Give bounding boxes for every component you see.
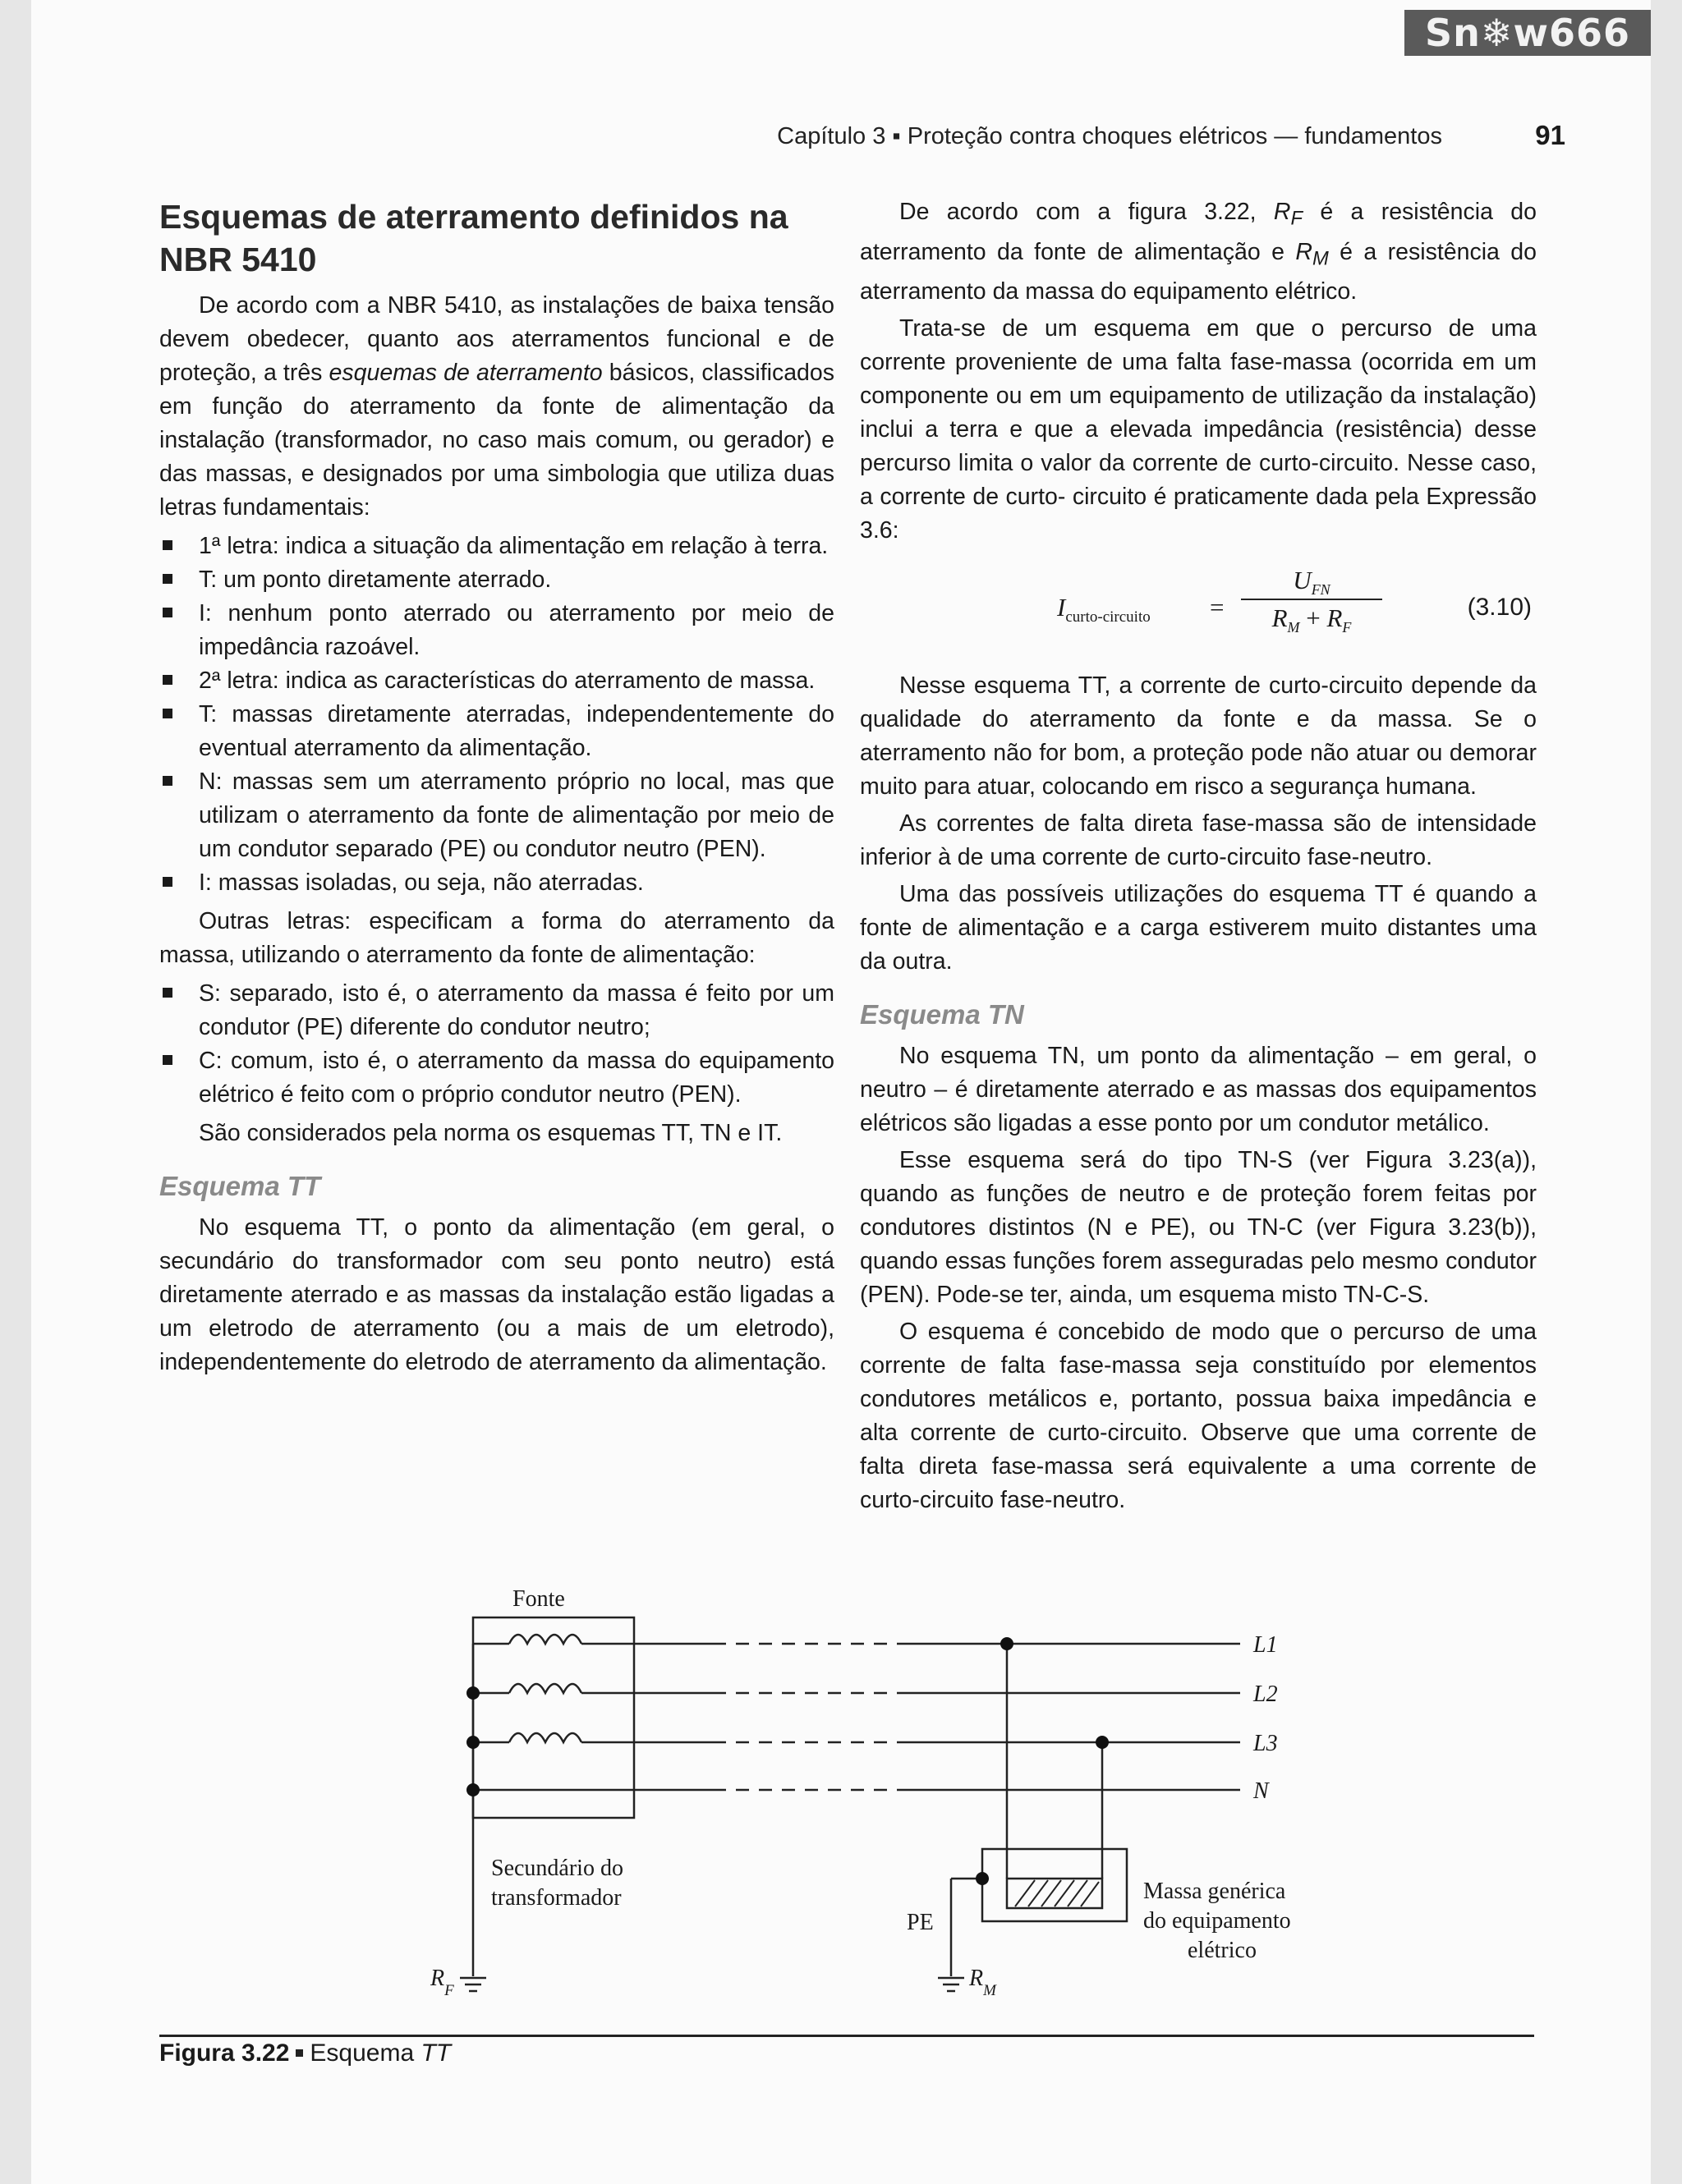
- paragraph-utilizacoes: Uma das possíveis utilizações do esquema TT é quando a fonte de alimentação e a carga estiverem muito distantes uma da outra.: [860, 881, 1537, 975]
- caption-figure-label: Figura 3.22: [159, 2039, 290, 2067]
- paragraph-tn-s-tn-c: Esse esquema será do tipo TN-S (ver Figura 3.23(a)), quando as funções de neutro e de proteção forem feitas por condutores distintos (N e PE), ou TN-C (ver Figura 3.23(b)), quando essas funções forem asseguradas pelo mesmo condutor (PEN). Pode-se ter, ainda, um esquema misto TN-C-S.: [860, 1147, 1537, 1309]
- list-item: I: massas isoladas, ou seja, não aterradas.: [159, 866, 834, 900]
- page-number: 91: [1535, 120, 1565, 150]
- list-item: 2ª letra: indica as características do aterramento de massa.: [159, 664, 834, 698]
- figure-caption: [159, 2039, 451, 2067]
- junction-dot: [1096, 1736, 1109, 1749]
- running-title: Capítulo 3 ▪ Proteção contra choques elétricos — fundamentos: [777, 123, 1442, 149]
- paragraph-concebido: O esquema é concebido de modo que o percurso de uma corrente de falta fase-massa seja constituído por elementos condutores metálicos e, portanto, possua baixa impedância e alta corrente de curto-circuito. Observe que uma corrente de falta direta fase-massa será equivalente a uma corrente de curto-circuito fase-neutro.: [860, 1319, 1537, 1514]
- list-item: S: separado, isto é, o aterramento da massa é feito por um condutor (PE) diferente do condutor neutro;: [159, 977, 834, 1044]
- junction-dot: [466, 1783, 480, 1796]
- caption-separator: [296, 2049, 303, 2057]
- label-massa-2: do equipamento: [1143, 1908, 1291, 1934]
- list-item: T: um ponto diretamente aterrado.: [159, 563, 834, 597]
- subheading-tn: Esquema TN: [860, 999, 1024, 1030]
- label-n: N: [1253, 1778, 1269, 1804]
- label-massa-3: elétrico: [1188, 1938, 1257, 1963]
- equation-number: (3.10): [1467, 594, 1532, 622]
- label-secundario: Secundário do: [491, 1856, 623, 1881]
- label-rm: $R_M$: [969, 1966, 996, 1999]
- list-item: C: comum, isto é, o aterramento da massa do equipamento elétrico é feito com o próprio condutor neutro (PEN).: [159, 1044, 834, 1112]
- watermark-logo: Sn❄w666: [1404, 10, 1651, 56]
- equipment-inner-box: [1007, 1879, 1102, 1908]
- caption-emphasis: TT: [420, 2039, 452, 2067]
- paragraph-tn: No esquema TN, um ponto da alimentação – em geral, o neutro – é diretamente aterrado e as massas dos equipamentos elétricos são ligadas a esse ponto por um condutor metálico.: [860, 1043, 1537, 1137]
- label-rf: $R_F$: [430, 1966, 454, 1999]
- junction-dot: [466, 1736, 480, 1749]
- paragraph-percurso: Trata-se de um esquema em que o percurso de uma corrente proveniente de uma falta fase-massa (ocorrida em um componente ou em um equipamento de utilização da instalação) inclui a terra e que a elevada impedância (resistência) desse percurso limita o valor da corrente de curto-circuito. Nesse caso, a corrente de curto- circuito é praticamente dada pela Expressão 3.6:: [860, 315, 1537, 544]
- left-column: [159, 195, 834, 1379]
- caption-rule: [159, 2035, 1534, 2037]
- label-massa-1: Massa genérica: [1143, 1879, 1286, 1904]
- list-item: T: massas diretamente aterradas, independentemente do eventual aterramento da alimentação.: [159, 698, 834, 765]
- considered-paragraph: São considerados pela norma os esquemas TT, TN e IT.: [199, 1120, 783, 1146]
- equation-denominator: $R_M + R_F$: [1271, 603, 1352, 636]
- coil-l1: [509, 1635, 581, 1644]
- list-item: N: massas sem um aterramento próprio no local, mas que utilizam o aterramento da fonte de alimentação por meio de um condutor separado (PE) ou condutor neutro (PEN).: [159, 765, 834, 866]
- label-l1: L1: [1253, 1632, 1278, 1658]
- equation-lhs: $I_{curto-circuito}$: [1057, 593, 1151, 626]
- label-l2: L2: [1253, 1682, 1278, 1707]
- equipment-outer-box: [982, 1849, 1127, 1921]
- caption-text: Esquema: [310, 2039, 421, 2067]
- junction-dot: [976, 1872, 989, 1885]
- list-item: 1ª letra: indica a situação da alimentação em relação à terra.: [159, 530, 834, 563]
- paragraph-rf-rm: De acordo com a figura 3.22, $R_F$ é a resistência do aterramento da fonte de alimentação e $R_M$ é a resistência do aterramento da massa do equipamento elétrico.: [860, 199, 1537, 305]
- label-fonte: Fonte: [512, 1586, 565, 1612]
- junction-dot: [466, 1686, 480, 1700]
- source-box: [473, 1617, 634, 1818]
- list-item: I: nenhum ponto aterrado ou aterramento por meio de impedância razoável.: [159, 597, 834, 664]
- right-column: [860, 195, 1537, 1517]
- paragraph-intensidade: As correntes de falta direta fase-massa são de intensidade inferior à de uma corrente de curto-circuito fase-neutro.: [860, 810, 1537, 871]
- paragraph-qualidade: Nesse esquema TT, a corrente de curto-circuito depende da qualidade do aterramento da fonte e da massa. Se o aterramento não for bom, a proteção pode não atuar ou demorar muito para atuar, colocando em risco a segurança humana.: [860, 672, 1537, 801]
- subheading-tt: Esquema TT: [159, 1171, 321, 1201]
- other-letters-list: [159, 977, 834, 1112]
- tt-paragraph: No esquema TT, o ponto da alimentação (em geral, o secundário do transformador com seu ponto neutro) está diretamente aterrado e as massas da instalação estão ligadas a um eletrodo de aterramento (ou a mais de um eletrodo), independentemente do eletrodo de aterramento da alimentação.: [159, 1214, 834, 1375]
- equation-fraction: [1241, 562, 1382, 636]
- other-letters-paragraph: Outras letras: especificam a forma do aterramento da massa, utilizando o aterramento da fonte de alimentação:: [159, 908, 834, 968]
- figure-3-22-diagram: [386, 1570, 1372, 2030]
- tt-scheme-diagram: [386, 1570, 1372, 2030]
- running-header: [734, 120, 1565, 153]
- equation-3-10: [860, 562, 1537, 653]
- junction-dot: [1000, 1637, 1013, 1650]
- label-pe: PE: [907, 1910, 934, 1935]
- coil-l3: [509, 1733, 581, 1742]
- emphasis: esquemas de aterramento: [329, 360, 603, 386]
- equation-numerator: $U_{FN}$: [1293, 566, 1330, 599]
- label-l3: L3: [1253, 1731, 1278, 1756]
- section-heading: Esquemas de aterramento definidos na NBR 5410: [159, 198, 788, 278]
- coil-l2: [509, 1684, 581, 1693]
- label-transformador: transformador: [491, 1885, 622, 1911]
- letters-list: [159, 530, 834, 900]
- equation-equals: =: [1210, 593, 1225, 622]
- intro-paragraph: De acordo com a NBR 5410, as instalações de baixa tensão devem obedecer, quanto aos aterramentos funcional e de proteção, a três esquemas de aterramento básicos, classificados em função do aterramento da fonte de alimentação da instalação (transformador, no caso mais comum, ou gerador) e das massas, e designados por uma simbologia que utiliza duas letras fundamentais:: [159, 292, 834, 521]
